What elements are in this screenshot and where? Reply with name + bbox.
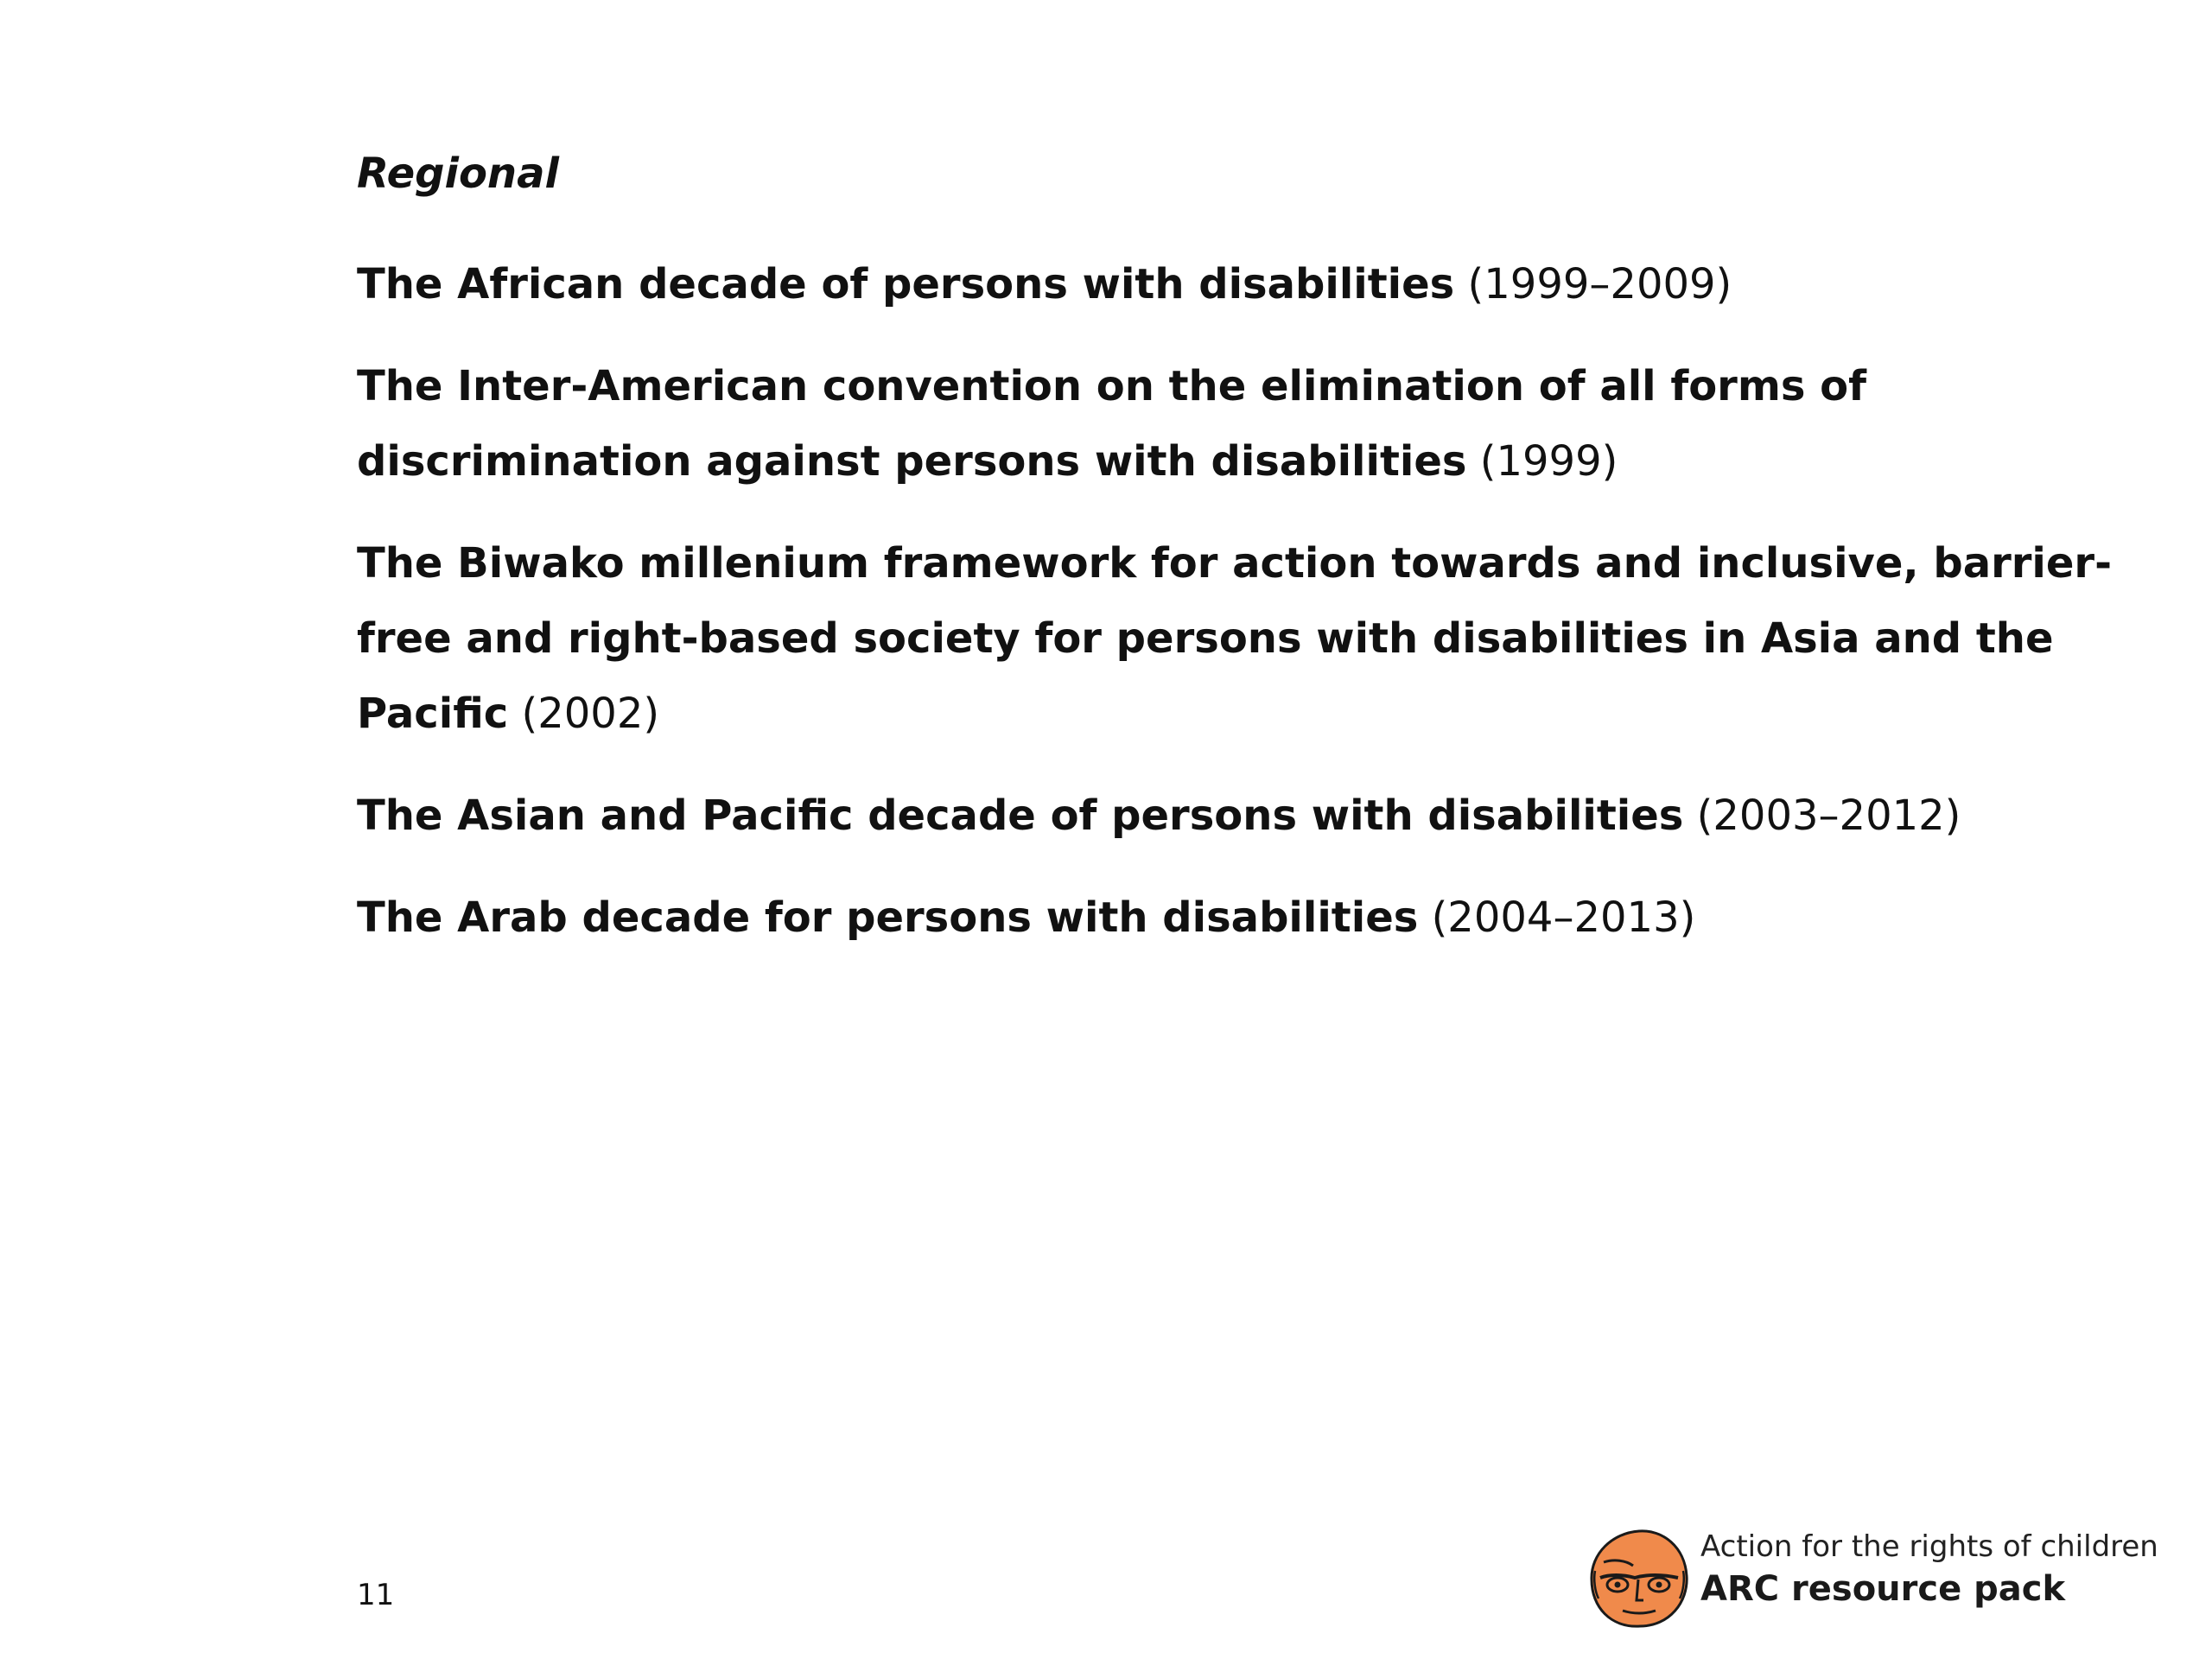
entry-title: The Biwako millenium framework for action towards and inclusive, barrier-free and right-based society for persons with disabilities in Asia and the Pacific bbox=[357, 539, 2113, 738]
entry-date: (1999–2009) bbox=[1467, 260, 1732, 308]
list-item bbox=[357, 247, 2171, 322]
arc-face-logo-icon bbox=[1588, 1528, 1690, 1630]
entry-date: (2002) bbox=[521, 690, 660, 738]
list-item bbox=[357, 526, 2171, 752]
logo-tagline: Action for the rights of children bbox=[1700, 1529, 2158, 1564]
entry-date: (2004–2013) bbox=[1431, 893, 1696, 942]
entry-title: The Inter-American convention on the elimination of all forms of discrimination against persons with disabilities bbox=[357, 362, 1867, 486]
document-body bbox=[357, 145, 2171, 982]
entry-date: (1999) bbox=[1479, 437, 1618, 486]
list-item bbox=[357, 880, 2171, 956]
entry-title: The Arab decade for persons with disabilities bbox=[357, 893, 1419, 942]
entry-title: The Asian and Pacific decade of persons with disabilities bbox=[357, 791, 1684, 840]
section-heading: Regional bbox=[357, 149, 559, 198]
arc-logo bbox=[1588, 1528, 2158, 1631]
list-item bbox=[357, 779, 2171, 854]
entry-title: The African decade of persons with disabilities bbox=[357, 260, 1455, 308]
entry-date: (2003–2012) bbox=[1696, 791, 1961, 840]
logo-brand: ARC resource pack bbox=[1700, 1569, 2066, 1609]
list-item bbox=[357, 349, 2171, 499]
page-number: 11 bbox=[357, 1578, 395, 1612]
